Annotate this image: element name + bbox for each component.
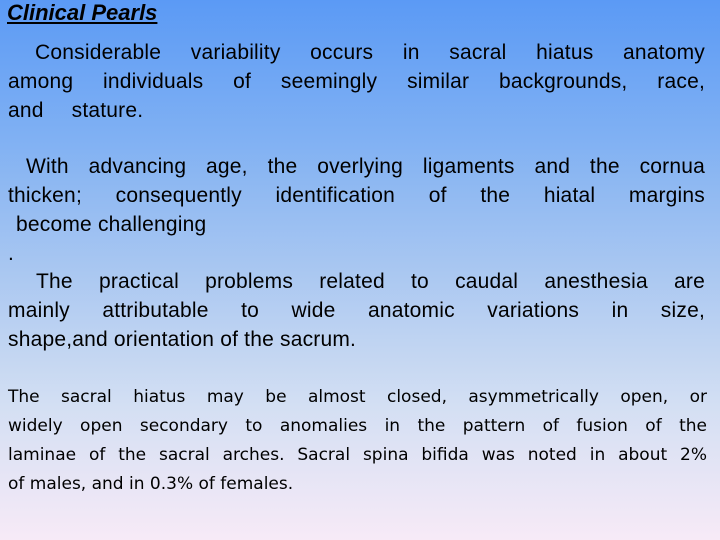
paragraph-practical-problems [8, 267, 705, 354]
paragraph-line: become challenging [16, 213, 207, 236]
paragraph-word: stature. [71, 99, 144, 122]
paragraph-sacral-variability [8, 38, 705, 125]
paragraph-line: With advancing age, the overlying ligaments and the cornua [26, 155, 705, 178]
paragraph-hiatus-closure [8, 383, 707, 499]
paragraph-line: of males, and in 0.3% of females. [8, 474, 294, 494]
paragraph-line: . [8, 242, 15, 265]
paragraph-line: widely open secondary to anomalies in the pattern of fusion of the [8, 416, 707, 436]
slide-title: Clinical Pearls [7, 0, 158, 25]
paragraph-line: Considerable variability occurs in sacral hiatus anatomy [35, 41, 705, 64]
paragraph-line: laminae of the sacral arches. Sacral spina bifida was noted in about 2% [8, 445, 707, 465]
paragraph-line: shape,and orientation of the sacrum. [8, 328, 357, 351]
paragraph-line: mainly attributable to wide anatomic variations in size, [8, 299, 705, 322]
paragraph-line [8, 96, 705, 125]
paragraph-age-ligaments [8, 152, 705, 268]
paragraph-line: among individuals of seemingly similar backgrounds, race, [8, 70, 705, 93]
paragraph-line: The practical problems related to caudal anesthesia are [36, 270, 705, 293]
paragraph-line: The sacral hiatus may be almost closed, asymmetrically open, or [8, 387, 707, 407]
paragraph-word: and [8, 99, 44, 122]
paragraph-line: thicken; consequently identification of the hiatal margins [8, 184, 705, 207]
